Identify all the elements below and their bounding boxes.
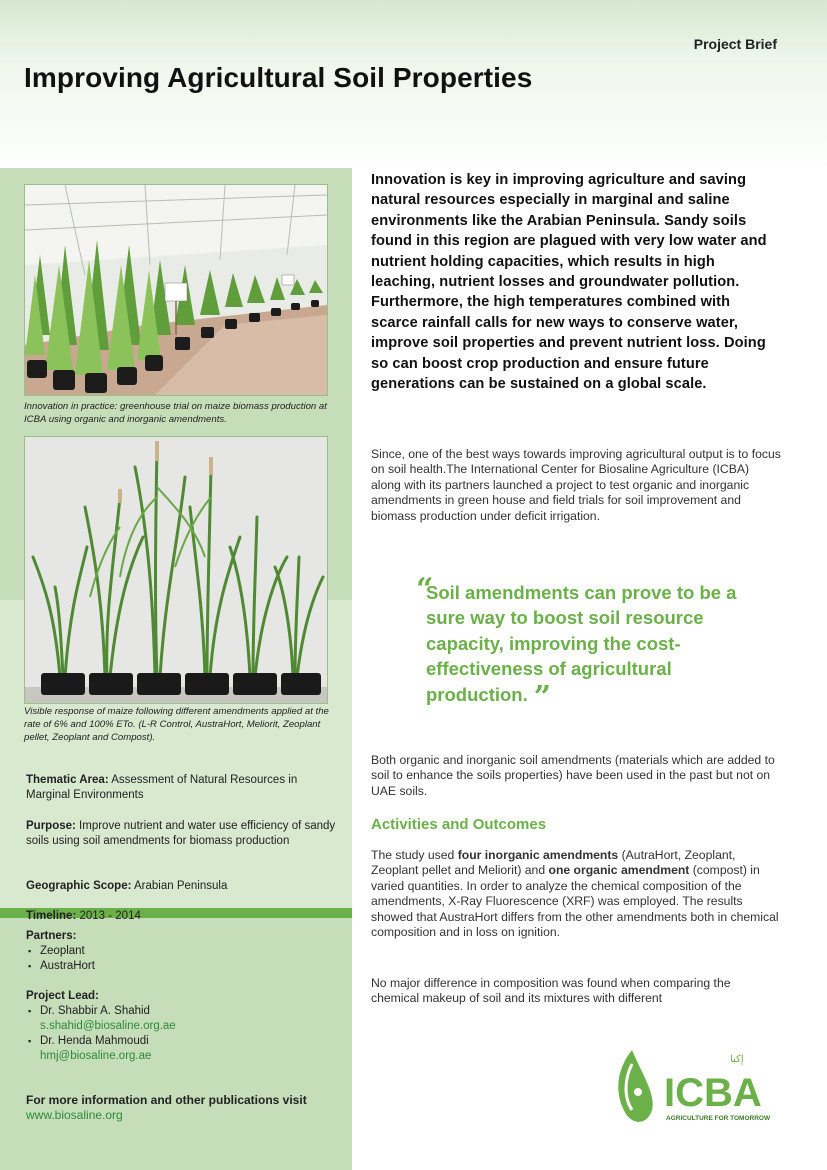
partner-item: ▪ Zeoplant: [26, 944, 336, 959]
para-3-text-2: (AutraHort, Zeoplant, Zeoplant pellet and Meliorit) and: [371, 848, 736, 878]
close-quote-icon: ”: [533, 679, 551, 715]
pull-quote: [414, 580, 764, 715]
purpose: [26, 819, 336, 849]
document-type-label: Project Brief: [693, 36, 777, 52]
maize-photo-caption: Visible response of maize following different amendments applied at the rate of 6% and 100% ETo. (L-R Control, AustraHort, Meliorit, Zeoplant pellet, Zeoplant and Compost).: [24, 706, 329, 743]
purpose-value: Improve nutrient and water use efficiency of sandy soils using soil amendments for biomass production: [26, 820, 336, 847]
sidebar-footer: [26, 1093, 307, 1123]
project-lead-list: [26, 1004, 336, 1019]
partners-list: [26, 944, 336, 974]
para-3-bold-2: one organic amendment: [548, 863, 690, 878]
para-3-text-3: (compost) in varied quantities. In order to analyze the chemical composition of the amendments, X-Ray Fluorescence (XRF) was employed. The results showed that AustraHort differs from the other amendments both in chemical composition and in loss on ignition.: [371, 863, 779, 940]
greenhouse-photo-caption: Innovation in practice: greenhouse trial on maize biomass production at ICBA using organic and inorganic amendments.: [24, 401, 327, 425]
body-paragraph-2: Both organic and inorganic soil amendments (materials which are added to soil to enhance the soils properties) have been used in the past but not on UAE soils.: [371, 753, 775, 798]
body-paragraph-3: [371, 848, 781, 940]
footer-info-text: For more information and other publications visit: [26, 1093, 307, 1107]
timeline-label: Timeline:: [26, 910, 77, 922]
geographic-scope-value: Arabian Peninsula: [134, 880, 228, 892]
intro-paragraph: Innovation is key in improving agriculture and saving natural resources especially in marginal and saline environments like the Arabian Peninsula. Sandy soils found in this region are plagued with very low water and nutrient holding capacities, which results in high leaching, nutrient losses and groundwater pollution. Furthermore, the high temperatures combined with scarce rainfall calls for new ways to conserve water, improve soil properties and prevent nutrient loss. Doing so can boost crop production and ensure future generations can be sustained on a global scale.: [371, 172, 767, 393]
open-quote-icon: “: [416, 572, 434, 607]
maize-response-photo: [24, 436, 328, 704]
thematic-area-label: Thematic Area:: [26, 774, 109, 786]
logo-arabic: إكبا: [730, 1054, 744, 1065]
timeline: [26, 909, 336, 924]
pull-quote-text: Soil amendments can prove to be a sure way to boost soil resource capacity, improving the cost-effectiveness of agricultural production.: [426, 582, 737, 705]
body-paragraph-1: Since, one of the best ways towards improving agricultural output is to focus on soil health.The International Center for Biosaline Agriculture (ICBA) along with its partners launched a project to test organic and inorganic amendments in green house and field trials for soil improvement and biomass production under deficit irrigation.: [371, 447, 781, 523]
lead-name: ▪ Dr. Shabbir A. Shahid: [26, 1004, 336, 1019]
website-link[interactable]: www.biosaline.org: [26, 1108, 123, 1122]
page-title: Improving Agricultural Soil Properties: [24, 62, 533, 93]
lead-name: ▪ Dr. Henda Mahmoudi: [26, 1034, 336, 1049]
partners: [26, 929, 336, 974]
project-lead-list-2: [26, 1034, 336, 1049]
para-3-bold-1: four inorganic amendments: [457, 848, 619, 862]
body-paragraph-4: No major difference in composition was found when comparing the chemical makeup of soil and its mixtures with different: [371, 976, 731, 1006]
thematic-area-value: Assessment of Natural Resources in Marginal Environments: [26, 774, 298, 801]
project-lead-label: Project Lead:: [26, 990, 99, 1002]
icba-logo: [612, 1044, 782, 1128]
project-lead: [26, 989, 336, 1064]
geographic-scope-label: Geographic Scope:: [26, 880, 132, 892]
geographic-scope: [26, 879, 336, 894]
greenhouse-trial-photo: [24, 184, 328, 396]
logo-text: ICBA: [664, 1071, 762, 1115]
purpose-label: Purpose:: [26, 820, 76, 832]
lead-email-link[interactable]: s.shahid@biosaline.org.ae: [40, 1020, 176, 1032]
lead-email-link[interactable]: hmj@biosaline.org.ae: [40, 1050, 152, 1062]
thematic-area: [26, 773, 336, 803]
partners-label: Partners:: [26, 930, 77, 942]
section-heading: Activities and Outcomes: [371, 816, 547, 833]
timeline-value: 2013 - 2014: [79, 910, 141, 922]
logo-tagline: AGRICULTURE FOR TOMORROW: [666, 1115, 771, 1122]
partner-item: ▪ AustraHort: [26, 959, 336, 974]
para-3-text-1: The study used: [371, 848, 458, 862]
